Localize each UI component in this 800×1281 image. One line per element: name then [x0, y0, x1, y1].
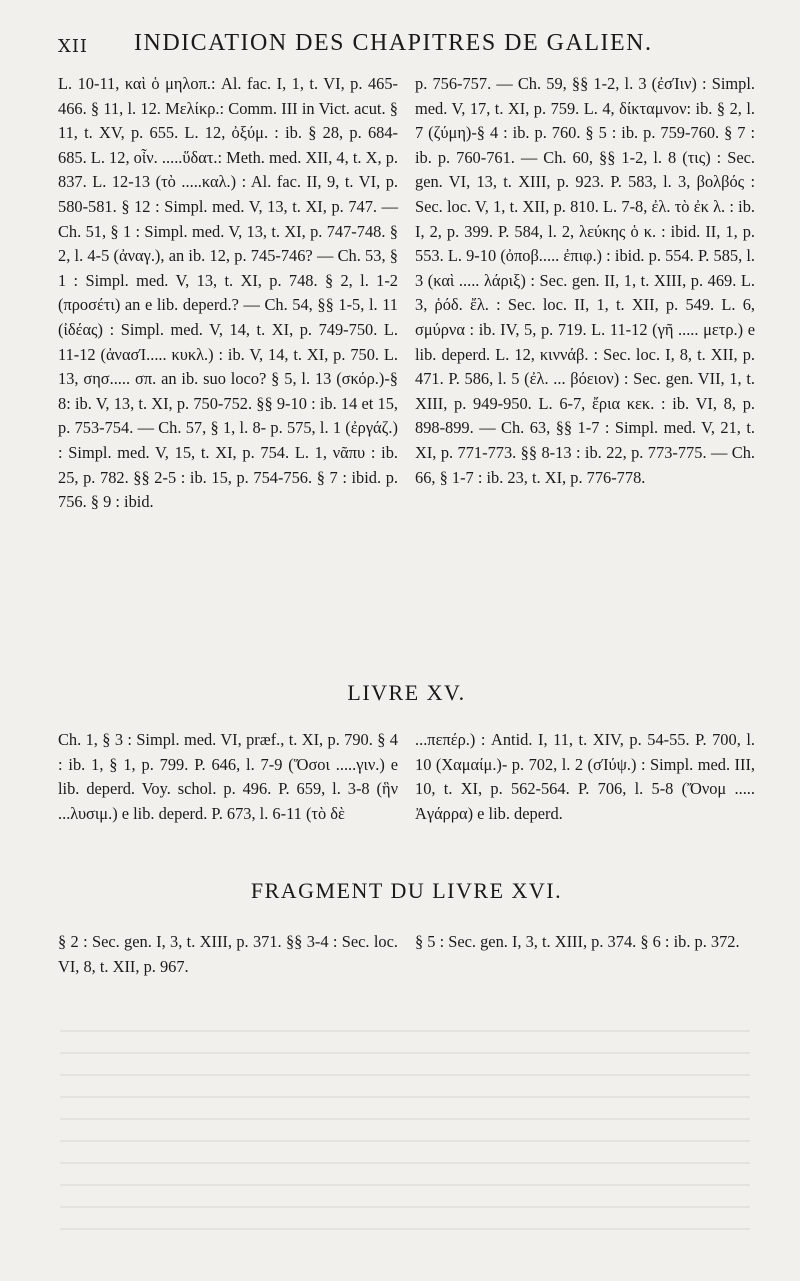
fragment-livre-xvi-references [58, 930, 755, 990]
right-column-text: ...πεπέρ.) : Antid. I, 11, t. XIV, p. 54-55. P. 700, l. 10 (Χαμαίμ.)- p. 702, l. 2 (σΊύψ.) : Simpl. med. III, 10, t. XI, p. 562-564. P. 706, l. 5-8 (Ὄνομ ..... Ἀγάρρα) e lib. deperd. [415, 730, 755, 823]
page-number: XII [58, 36, 89, 57]
show-through-texture [60, 1030, 750, 1250]
left-column-text: Ch. 1, § 3 : Simpl. med. VI, præf., t. XI, p. 790. § 4 : ib. 1, § 1, p. 799. P. 646, l. 7-9 (Ὅσοι .....γιν.) e lib. deperd. Voy. schol. p. 496. P. 659, l. 3-8 (ἣν ...λυσιμ.) e lib. deperd. P. 673, l. 6-11 (τὸ δὲ [58, 730, 398, 823]
left-column-text: § 2 : Sec. gen. I, 3, t. XIII, p. 371. §§ 3-4 : Sec. loc. VI, 8, t. XII, p. 967. [58, 932, 398, 976]
running-head [58, 30, 690, 60]
fragment-livre-xvi-heading: FRAGMENT DU LIVRE XVI. [250, 878, 563, 903]
right-column-text: p. 756-757. — Ch. 59, §§ 1-2, l. 3 (ἐσΊιν) : Simpl. med. V, 17, t. XI, p. 759. L. 4, δίκταμνον: ib. § 2, l. 7 (ζύμη)-§ 4 : ib. p. 760. § 5 : ib. p. 759-760. § 7 : ib. p. 760-761. — Ch. 60, §§ 1-2, l. 8 (τις) : Sec. gen. VI, 13, t. XIII, p. 923. P. 583, l. 3, βολβός : Sec. loc. V, 1, t. XII, p. 810. L. 7-8, ἐλ. τὸ ἐκ λ. : ib. I, 2, p. 399. P. 584, l. 2, λεύκης ὁ κ. : ibid. II, 1, p. 553. L. 9-10 (ὀποβ..... ἐπιφ.) : ibid. p. 554. P. 585, l. 3 (καὶ ..... λάριξ) : Sec. gen. II, 1, t. XIII, p. 469. L. 3, ῥόδ. ἔλ. : Sec. loc. II, 1, t. XII, p. 549. L. 6, σμύρνα : ib. IV, 5, p. 719. L. 11-12 (γῆ ..... μετρ.) e lib. deperd. L. 12, κιννάβ. : Sec. loc. I, 8, t. XII, p. 471. P. 586, l. 5 (ἐλ. ... βόειον) : Sec. gen. VII, 1, t. XIII, p. 949-950. L. 6-7, ἔρια κεκ. : ib. VI, 8, p. 898-899. — Ch. 63, §§ 1-7 : Simpl. med. V, 21, t. XI, p. 771-773. §§ 8-13 : ib. 22, p. 773-775. — Ch. 66, § 1-7 : ib. 23, t. XI, p. 776-778. [415, 74, 755, 487]
right-column-text: § 5 : Sec. gen. I, 3, t. XIII, p. 374. § 6 : ib. p. 372. [415, 932, 740, 951]
livre-xv-heading: LIVRE XV. [347, 680, 466, 705]
livre-xiv-references [58, 72, 755, 657]
livre-xv-references [58, 728, 755, 858]
left-column-text: L. 10-11, καὶ ὁ μηλοπ.: Al. fac. I, 1, t. VI, p. 465-466. § 11, l. 12. Μελίκρ.: Comm. III in Vict. acut. § 11, t. XV, p. 655. L. 12, ὀξύμ. : ib. § 28, p. 684-685. L. 12, οἶν. .....ὕδατ.: Meth. med. XII, 4, t. X, p. 837. L. 12-13 (τὸ .....καλ.) : Al. fac. II, 9, t. VI, p. 580-581. § 12 : Simpl. med. V, 13, t. XI, p. 747. — Ch. 51, § 1 : Simpl. med. V, 13, t. XI, p. 747-748. § 2, l. 4-5 (ἀναγ.), an ib. 12, p. 745-746? — Ch. 53, § 1 : Simpl. med. V, 13, t. XI, p. 748. § 2, l. 1-2 (προσέτι) an e lib. deperd.? — Ch. 54, §§ 1-5, l. 11 (ἰδέας) : Simpl. med. V, 14, t. XI, p. 749-750. L. 11-12 (ἀνασΊ..... κυκλ.) : ib. V, 14, t. XI, p. 750. L. 13, σησ..... σπ. an ib. suo loco? § 5, l. 13 (σκόρ.)-§ 8: ib. V, 13, t. XI, p. 750-752. §§ 9-10 : ib. 14 et 15, p. 753-754. — Ch. 57, § 1, l. 8- p. 575, l. 1 (ἐργάζ.) : Simpl. med. V, 15, t. XI, p. 754. L. 1, νᾶπυ : ib. 25, p. 782. §§ 2-5 : ib. 15, p. 754-756. § 7 : ibid. p. 756. § 9 : ibid. [58, 74, 398, 512]
running-title: INDICATION DES CHAPITRES DE GALIEN. [134, 30, 653, 56]
